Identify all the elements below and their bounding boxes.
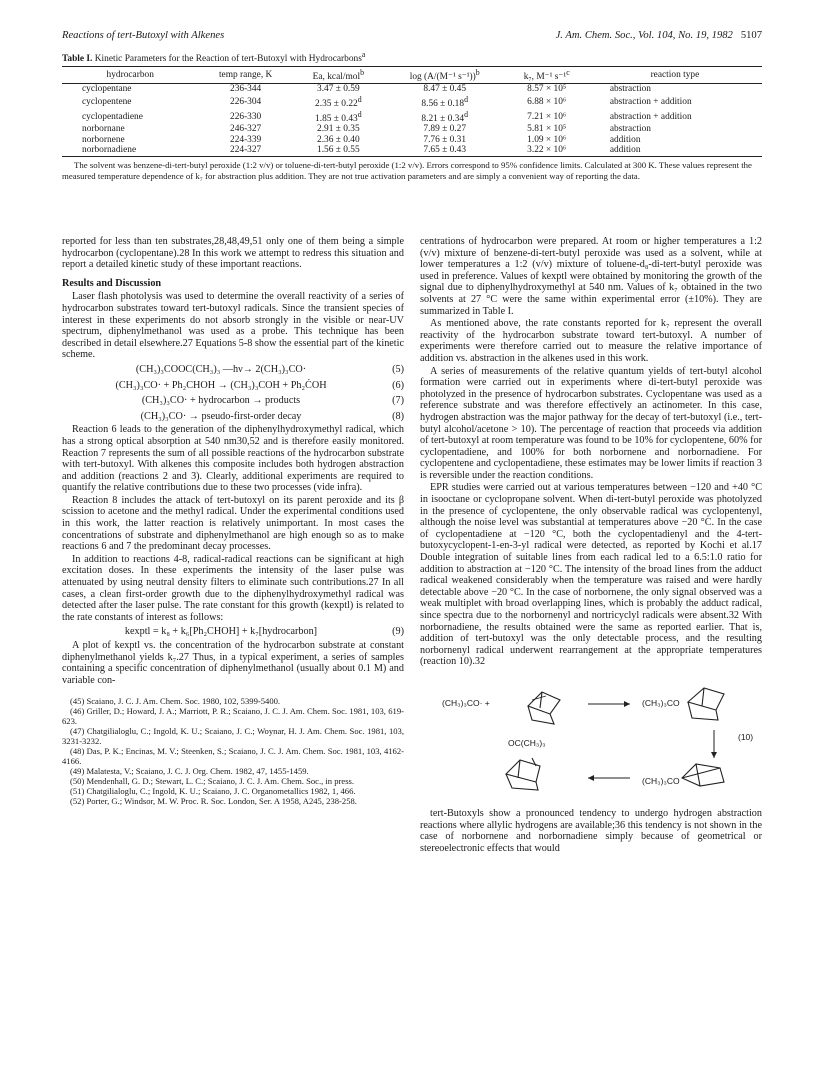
table-cell: abstraction + addition — [609, 96, 692, 107]
table-cell: 2.36 ± 0.40 — [317, 134, 360, 145]
reference-50: (50) Mendenhall, G. D.; Stewart, L. C.; Scaiano, J. C. J. Am. Chem. Soc., in press. — [70, 776, 355, 787]
table-cell: 1.56 ± 0.55 — [317, 145, 360, 156]
table-cell: 2.91 ± 0.35 — [317, 124, 360, 135]
table-cell: 3.47 ± 0.59 — [317, 84, 360, 95]
paragraph: In addition to reactions 4-8, radical-radical reactions can be significant at high excitation doses. In these experiments the intensity of the laser pulse was attenuated by using neutral density filters to eliminate such contributions.27 In all cases, a clean first-order growth due to the diphenylhydroxymethyl radical was detected after the laser pulse. The rate constant for this growth (kexptl) is related to the rate constants of interest as follows: — [62, 553, 404, 623]
col-activation-energy: Ea, kcal/mol$^b$ — [312, 68, 364, 83]
reference-45: (45) Scaiano, J. C. J. Am. Chem. Soc. 1980, 102, 5399-5400. — [70, 696, 281, 707]
table-cell: abstraction — [609, 84, 651, 95]
table-cell: abstraction — [609, 124, 651, 135]
table-caption-text: Kinetic Parameters for the Reaction of tert-Butoxyl with Hydrocarbons — [94, 54, 362, 65]
reaction-scheme-10 — [420, 678, 762, 796]
journal-page — [62, 30, 762, 854]
table-cell: cyclopentane — [82, 84, 132, 95]
table-cell: norbornane — [82, 124, 125, 135]
page-number: 5107 — [740, 30, 762, 41]
product-structure — [506, 758, 540, 790]
section-heading: Results and Discussion — [62, 277, 162, 289]
table-cell: cyclopentadiene — [82, 111, 143, 122]
header-journal: J. Am. Chem. Soc., Vol. 104, No. 19, 1982 5107 — [555, 30, 762, 41]
paragraph: Laser flash photolysis was used to determine the overall reactivity of a series of hydrocarbon substrates toward tert-butoxyl radicals. Since the transient species of interest in these experiments do not absorb strongly in the visible or near-UV spectrum, diphenylmethanol was used as a probe. This technique has been described in detail elsewhere.27 Equations 5-8 show the essential part of the kinetic scheme. — [62, 291, 404, 361]
table-row — [62, 84, 762, 95]
body-columns — [62, 236, 762, 855]
reference-47: (47) Chatgilialoglu, C.; Ingold, K. U.; Scaiano, J. C.; Woynar, H. J. Am. Chem. Soc. 1981, 103, 3231-3232. — [62, 726, 404, 747]
reference-46: (46) Griller, D.; Howard, J. A.; Marriott, P. R.; Scaiano, J. C. J. Am. Chem. Soc. 1981, 103, 619-623. — [62, 706, 404, 727]
table-cell: 8.47 ± 0.45 — [423, 84, 467, 95]
table-row — [62, 110, 762, 125]
table-cell: 5.81 × 10⁵ — [527, 124, 567, 135]
references — [62, 696, 404, 806]
paragraph: Reaction 6 leads to the generation of the diphenylhydroxymethyl radical, which has a strong optical absorption at 540 nm30,52 and is therefore easily monitored. Reaction 7 represents the sum of all possible reactions of the hydrocarbon substrate with tert-butoxyl. With alkenes this composite includes both hydrogen abstraction and addition (reactions 2 and 3). Clearly, additional experiments are required to quantify the relative contributions due to these two processes (vide infra). — [62, 424, 404, 494]
col-temp-range: temp range, K — [218, 70, 273, 81]
col-reaction-type: reaction type — [650, 70, 700, 81]
col-k7: k₇, M⁻¹ s⁻¹$^c$ — [523, 68, 570, 83]
table-cell: norbornadiene — [82, 145, 137, 156]
table-cell: 7.76 ± 0.31 — [423, 134, 467, 145]
scheme-product-1: (CH₃)₃CO — [642, 697, 680, 708]
table-cell: 8.21 ± 0.34$^d$ — [421, 109, 468, 124]
running-header — [62, 30, 762, 48]
table-cell: 226-304 — [230, 96, 262, 107]
table-cell: 224-339 — [230, 134, 262, 145]
table-cell: 8.56 ± 0.18$^d$ — [421, 94, 468, 109]
table-cell: 1.09 × 10⁶ — [527, 134, 567, 145]
table-cell: 6.88 × 10⁶ — [527, 96, 567, 107]
scheme-drawing — [420, 678, 762, 796]
table-cell: 246-327 — [230, 124, 262, 135]
scheme-product-3: OC(CH₃)₃ — [508, 737, 546, 748]
paragraph: A plot of kexptl vs. the concentration of the hydrocarbon substrate at constant diphenylmethanol yields k₇.27 Thus, in a typical experiment, a series of samples containing a specific concentration of diphenylmethanol (usually about 0.1 M) and variable con- — [62, 640, 404, 686]
scheme-reactant: (CH₃)₃CO· + — [442, 697, 490, 708]
reference-49: (49) Malatesta, V.; Scaiano, J. C. J. Org. Chem. 1982, 47, 1455-1459. — [70, 766, 309, 777]
reference-48: (48) Das, P. K.; Encinas, M. V.; Steenken, S.; Scaiano, J. C. J. Am. Chem. Soc. 1981, 103, 4162-4166. — [62, 746, 404, 767]
left-column — [62, 236, 404, 855]
paragraph: tert-Butoxyls show a pronounced tendency to undergo hydrogen abstraction reactions where allylic hydrogens are available;36 this tendency is not shown in the case of norbornene and norbornadiene simply because of geometrical or stereoelectronic effects that would — [420, 807, 762, 854]
equation-9: kexptl = k₈ + k₆[Ph₂CHOH] + k₇[hydrocarbon] (9) — [124, 626, 404, 638]
nortricyclyl-structure — [682, 764, 724, 786]
right-column — [420, 236, 762, 855]
table-row — [62, 95, 762, 110]
equation-8: (CH₃)₃CO· → pseudo-first-order decay (8) — [140, 410, 404, 422]
paragraph: A series of measurements of the relative quantum yields of tert-butyl alcohol formation were carried out in experiments where di-tert-butyl peroxide was photolyzed in the presence of hydrocarbon substrates. Cyclopentane was used as a reference substrate and was therefore effectively an actinometer. In this case, hydrogen abstraction was the major pathway for the decay of tert-butoxyl (i.e., tert-butyl alcohol/acetone > 10). The percentage of reaction that proceeds via addition of tert-butoxyl at room temperature was found to be 10% for cyclopentene, 60% for cyclopentadiene, and 100% for both norbornene and norbornadiene. For cyclopentene and cyclopentadiene, these estimates may be lower limits if reaction 3 is reversible under the reaction conditions. — [420, 365, 762, 481]
table-row — [62, 135, 762, 146]
table-cell: addition — [609, 134, 641, 145]
norbornadiene-structure — [528, 692, 560, 724]
paragraph: Reaction 8 includes the attack of tert-butoxyl on its parent peroxide and its β scission to acetone and the methyl radical. Under the experimental conditions used in this work, the latter reaction is relatively unimportant. In most cases the concentrations of substrate and diphenylmethanol are high enough so as to make reactions 6 and 7 the predominant decay processes. — [62, 494, 404, 553]
table-cell: 7.89 ± 0.27 — [423, 124, 467, 135]
scheme-label: (10) — [738, 731, 754, 742]
paragraph: As mentioned above, the rate constants reported for k₇ represent the overall reactivity of the hydrocarbon substrate toward tert-butoxyl. A number of experiments were therefore carried out to measure the relative importance of addition vs. abstraction in the alkenes used in this work. — [420, 318, 762, 364]
equation-6: (CH₃)₃CO· + Ph₂CHOH → (CH₃)₃COH + Ph₂ĊOH (6) — [115, 379, 404, 391]
col-hydrocarbon: hydrocarbon — [106, 70, 154, 81]
table-label: Table I. — [62, 54, 93, 65]
table-cell: 3.22 × 10⁶ — [527, 145, 567, 156]
table-cell: 236-344 — [230, 84, 262, 95]
table-cell: addition — [609, 145, 641, 156]
table-cell: 226-330 — [230, 111, 262, 122]
col-log-a: log (A/(M⁻¹ s⁻¹))$^b$ — [409, 68, 480, 83]
table-cell: cyclopentene — [82, 96, 132, 107]
reference-52: (52) Porter, G.; Windsor, M. W. Proc. R. Soc. London, Ser. A 1958, A245, 238-258. — [70, 796, 357, 807]
table-row — [62, 145, 762, 156]
reference-51: (51) Chatgilialoglu, C.; Ingold, K. U.; Scaiano, J. C. Organometallics 1982, 1, 466. — [70, 786, 356, 797]
table-footnote: The solvent was benzene-di-tert-butyl peroxide (1:2 v/v) or toluene-di-tert-butyl peroxide (1:2 v/v). Errors correspond to 95% confidence limits. Calculated at 300 K. These values represent the measured temperature dependence of k₇ for abstraction plus addition. They are not true activation parameters and are simply a convenient way of reporting the data. — [62, 160, 752, 181]
paragraph: reported for less than ten substrates,28,48,49,51 only one of them being a simple hydrocarbon (cyclopentane).28 In this work we attempt to redress this situation and report a detailed kinetic study of these important reactions. — [62, 236, 404, 271]
table-cell: 7.65 ± 0.43 — [423, 145, 467, 156]
adduct-radical-structure — [688, 688, 724, 720]
table-row — [62, 124, 762, 135]
table-caption: Table I. Kinetic Parameters for the Reaction of tert-Butoxyl with Hydrocarbons$^a$ — [62, 50, 366, 65]
table-cell: 2.35 ± 0.22$^d$ — [315, 94, 362, 109]
table-cell: 224-327 — [230, 145, 262, 156]
scheme-product-2: (CH₃)₃CO — [642, 775, 680, 786]
equation-5: (CH₃)₃COOC(CH₃)₃ —hν→ 2(CH₃)₃CO· (5) — [135, 363, 404, 375]
paragraph: centrations of hydrocarbon were prepared. At room or higher temperatures a 1:2 (v/v) mixture of benzene-di-tert-butyl peroxide was used as a solvent, while at lower temperatures a 1:2 (v/v) mixture of toluene-d₈-di-tert-butyl peroxide was used in preference. Values of kexptl were obtained by monitoring the growth of the signal due to diphenylhydroxymethyl at 540 nm. Values of k₇ obtained in the two solvents at 27 °C were the same within experimental error (±10%). They are summarized in Table I. — [420, 236, 762, 317]
table-cell: 8.57 × 10⁵ — [527, 84, 567, 95]
kinetic-parameters-table — [62, 66, 762, 157]
table-header-row — [62, 67, 762, 84]
table-cell: abstraction + addition — [609, 111, 692, 122]
paragraph: EPR studies were carried out at various temperatures between −120 and +40 °C in isooctane or cyclopropane solvent. When di-tert-butyl peroxide was photolyzed in the presence of cyclopentene, the only observable radical was cyclopentenyl, although the noise level was substantial at temperatures above −20 °C. In the case of cyclopentadiene at −120 °C, both the cyclopentadienyl and the 4-tert-butoxycyclopent-1-en-3-yl radical were detected, as reported by Kochi et al.17 Double integration of suitable lines from each radical led to a 6.5:1.0 ratio for addition to abstraction at −120 °C. The intensity of the broad lines from the adduct radical weakened considerably when the temperature was raised and were hardly detectable above −20 °C. In the case of norbornene, the only signal observed was a weak multiplet with broad overlapping lines, which is probably the adduct radical, since spectra due to the norbornenyl and nortricyclyl radicals were absent.32 With norbornadiene, the results obtained were the same as reported earlier. That is, addition of tert-butoxyl was the only detectable process, and the resulting norbornenyl radical underwent rearrangement at the appropriate temperatures (reaction 10).32 — [420, 482, 762, 668]
table-cell: norbornene — [82, 134, 125, 145]
header-title: Reactions of tert-Butoxyl with Alkenes — [62, 30, 225, 41]
equation-7: (CH₃)₃CO· + hydrocarbon → products (7) — [141, 395, 404, 407]
table-cell: 7.21 × 10⁶ — [527, 111, 567, 122]
table-cell: 1.85 ± 0.43$^d$ — [315, 109, 362, 124]
